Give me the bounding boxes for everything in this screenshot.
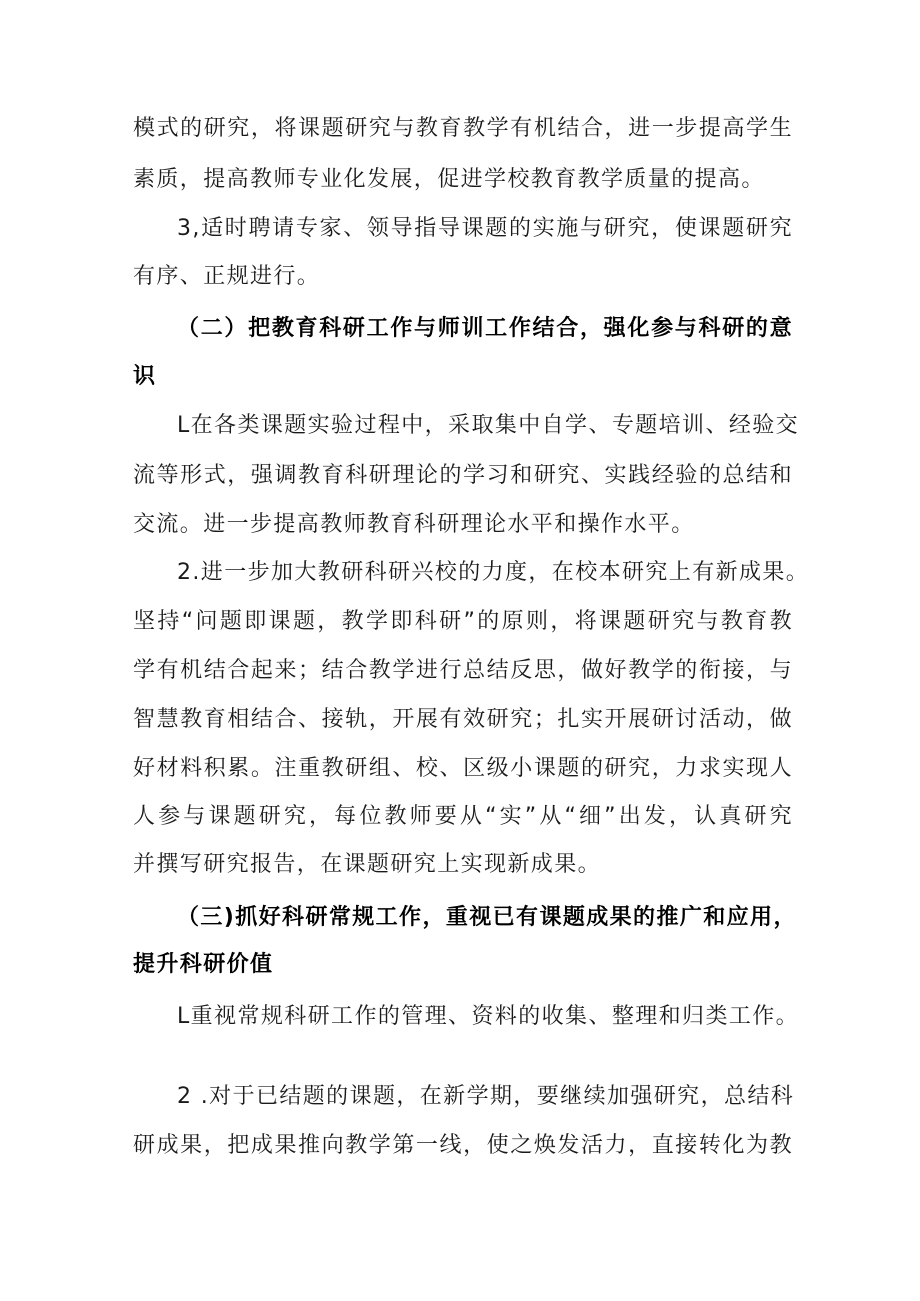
paragraph-line: 2 .对于已结题的课题，在新学期，要继续加强研究，总结科 (177, 1084, 795, 1109)
paragraph-line: 学有机结合起来；结合教学进行总结反思，做好教学的衔接，与 (133, 658, 793, 683)
paragraph-line: 并撰写研究报告，在课题研究上实现新成果。 (133, 852, 602, 877)
paragraph-line: 3,适时聘请专家、领导指导课题的实施与研究，使课题研究 (177, 216, 793, 241)
paragraph-line: 2.进一步加大教研科研兴校的力度，在校本研究上有新成果。 (177, 560, 810, 585)
paragraph-line: L重视常规科研工作的管理、资料的收集、整理和归类工作。 (177, 1004, 800, 1029)
paragraph-line: L在各类课题实验过程中，采取集中自学、专题培训、经验交 (177, 413, 800, 438)
paragraph-line: 好材料积累。注重教研组、校、区级小课题的研究，力求实现人 (133, 756, 793, 781)
paragraph-line: 人参与课题研究，每位教师要从“实”从“细”出发，认真研究 (133, 804, 793, 829)
paragraph-line: 研成果，把成果推向教学第一线，使之焕发活力，直接转化为教 (133, 1133, 793, 1158)
paragraph-line: 流等形式，强调教育科研理论的学习和研究、实践经验的总结和 (133, 463, 793, 488)
paragraph-line: 模式的研究，将课题研究与教育教学有机结合，进一步提高学生 (133, 116, 793, 141)
section-heading: （二）把教育科研工作与师训工作结合，强化参与科研的意 (177, 316, 793, 341)
paragraph-line: 智慧教育相结合、接轨，开展有效研究；扎实开展研讨活动，做 (133, 707, 793, 732)
section-heading: 识 (133, 364, 157, 389)
section-heading: （三)抓好科研常规工作，重视已有课题成果的推广和应用， (177, 905, 797, 930)
paragraph-line: 交流。进一步提高教师教育科研理论水平和操作水平。 (133, 512, 695, 537)
section-heading: 提升科研价值 (133, 952, 274, 977)
paragraph-line: 有序、正规进行。 (133, 264, 321, 289)
paragraph-line: 素质，提高教师专业化发展，促进学校教育教学质量的提高。 (133, 167, 765, 192)
paragraph-line: 坚持“问题即课题，教学即科研”的原则，将课题研究与教育教 (133, 609, 793, 634)
